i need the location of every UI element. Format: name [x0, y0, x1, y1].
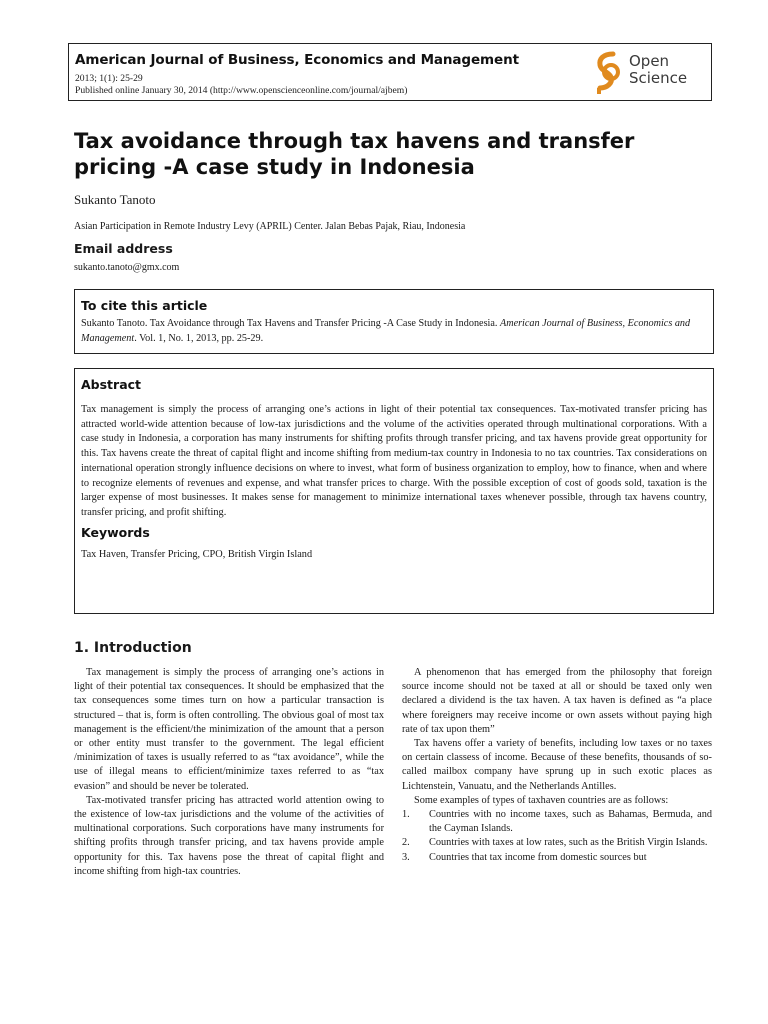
keywords-text: Tax Haven, Transfer Pricing, CPO, British Virgin Island	[81, 548, 313, 560]
author-email[interactable]: sukanto.tanoto@gmx.com	[74, 262, 180, 273]
author-affiliation: Asian Participation in Remote Industry Levy (APRIL) Center. Jalan Bebas Pajak, Riau, Indonesia	[74, 221, 466, 232]
list-item-text: Countries that tax income from domestic sources but	[429, 851, 647, 863]
list-item-text: Countries with taxes at low rates, such as the British Virgin Islands.	[429, 837, 708, 849]
abstract-box	[74, 368, 714, 614]
cite-heading: To cite this article	[81, 298, 208, 313]
paragraph: A phenomenon that has emerged from the philosophy that foreign source income should not be taxed at all or should be taxed only wen declared a dividend is the tax haven. A tax haven is defined as “a place where foreigners may receive income or own assets without paying high rate of tax upon them”	[402, 667, 712, 735]
cite-box	[74, 289, 714, 354]
cite-journal: American Journal of Business, Economics and Management	[81, 318, 691, 344]
paragraph: Tax management is simply the process of arranging one’s actions in light of their potential tax consequences. It should be emphasized that the tax consequences some times turn on how a particular transaction is structured – that is, form is often controlling. The obvious goal of most tax management is the efficient/the minimization of the amount that a person or other entity must transfer to the government. The legal efficient /minimization of taxes is usually referred to as “tax avoidance”, while the use of illegal means to efficient/minimize taxes referred to as “tax evasion” and should be never be tolerated.	[74, 667, 384, 792]
list-item-text: Countries with no income taxes, such as Bahamas, Bermuda, and the Cayman Islands.	[429, 809, 712, 835]
paragraph: Tax havens offer a variety of benefits, including low taxes or no taxes on certain classess of income. Because of these benefits, thousands of so-called mailbox company have sprung up in such exotic places as Lichtenstein, Vanuatu, and the Netherlands Antilles.	[402, 738, 712, 792]
logo-line-science: Science	[629, 69, 688, 87]
list-item	[402, 836, 712, 850]
abstract-heading: Abstract	[81, 377, 142, 392]
article-title: Tax avoidance through tax havens and transfer pricing -A case study in Indonesia	[74, 129, 635, 179]
paragraph: Some examples of types of taxhaven countries are as follows:	[414, 794, 669, 806]
list-number: 3.	[402, 851, 410, 863]
cite-text	[81, 316, 707, 346]
open-science-logo	[591, 50, 703, 94]
tax-haven-type-list	[402, 808, 712, 865]
intro-left-column	[74, 666, 384, 879]
abstract-text: Tax management is simply the process of arranging one’s actions in light of their potential tax consequences. Tax-motivated transfer pricing has attracted world-wide attention because of low-tax jurisdictions and the volume of the activities operated through multinational corporations. With a case study in Indonesia, a corporation has many instruments for shifting profits through transfer pricing, and tax havens provide great opportunity for this. Tax havens create the threat of capital flight and income shifting from medium-tax country in Indonesia to no tax countries. Tax considerations on international operation strongly influence decisions on where to invest, what form of business organization to employ, how to finance, when and where to recognize elements of revenues and expense, and what transfer prices to charge. With the possible exception of cost of goods sold, taxation is the larger expense of most businesses. It makes sense for management to minimize international taxes whenever possible, through tax havens country, transfer pricing, and profit shifting.	[81, 404, 707, 518]
published-online: Published online January 30, 2014 (http://www.openscienceonline.com/journal/ajbem)	[75, 85, 408, 96]
list-item	[402, 808, 712, 836]
keywords-heading: Keywords	[81, 524, 150, 540]
intro-right-column	[402, 666, 712, 865]
journal-name: American Journal of Business, Economics and Management	[75, 52, 519, 68]
logo-line-open: Open	[629, 52, 670, 70]
list-item	[402, 851, 712, 865]
journal-issue: 2013; 1(1): 25-29	[75, 73, 143, 84]
list-number: 1.	[402, 809, 410, 821]
paragraph: Tax-motivated transfer pricing has attracted world attention owing to the existence of low-tax jurisdictions and the volume of the activities of multinational corporations. Such corporations have many instruments for shifting profits through transfer pricing, and tax havens provide ample opportunity for this. Tax havens pose the threat of capital flight and income shifting from high-tax countries.	[74, 794, 384, 877]
email-heading: Email address	[74, 241, 173, 256]
author-name: Sukanto Tanoto	[74, 192, 156, 207]
open-science-logo-icon	[591, 50, 625, 94]
cite-text-main: Sukanto Tanoto. Tax Avoidance through Tax Havens and Transfer Pricing -A Case Study in Indonesia.	[81, 318, 500, 329]
list-number: 2.	[402, 837, 410, 849]
journal-header-box	[68, 43, 712, 101]
open-science-logo-text	[629, 53, 687, 87]
section-heading-introduction: 1. Introduction	[74, 640, 192, 656]
cite-text-rest: . Vol. 1, No. 1, 2013, pp. 25-29.	[134, 333, 264, 344]
